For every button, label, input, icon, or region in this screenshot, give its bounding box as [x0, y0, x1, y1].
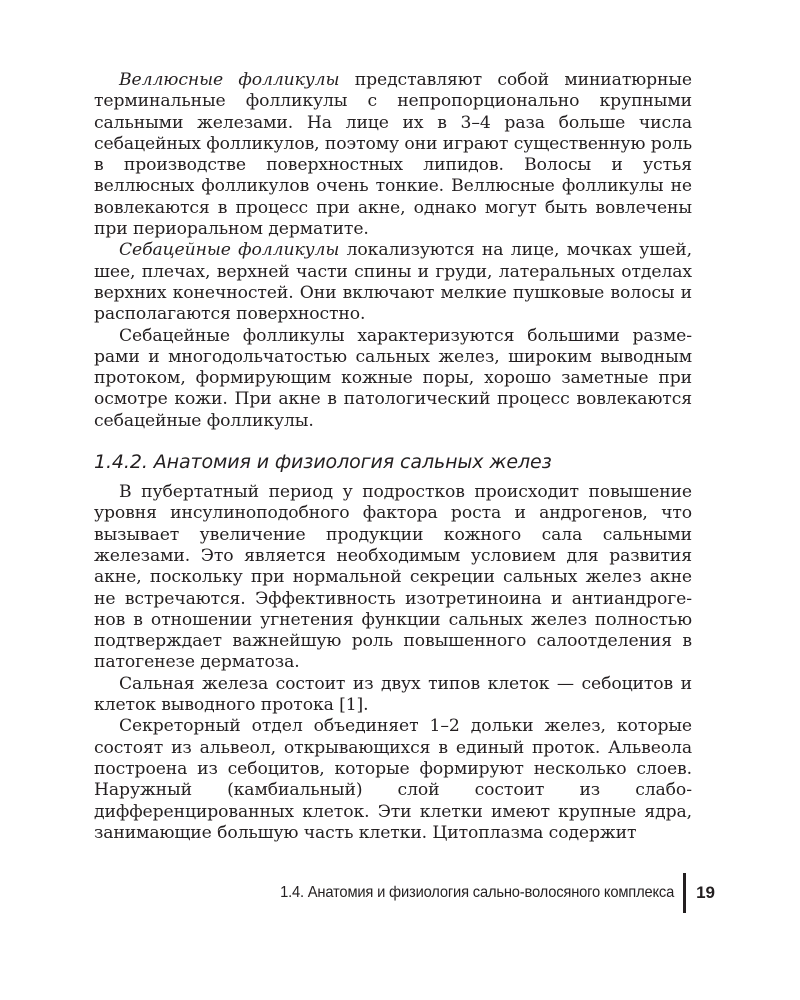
page-body [94, 70, 692, 844]
paragraph-text: представляют собой миниатюрные терминальные фолликулы с непропорционально крупными сальными железами. На лице их в 3–4 раза больше числа себацейных фолликулов, поэтому они играют существенную роль в производстве поверхностных липидов. Волосы и устья веллюсных фолликулов очень тонкие. Веллюсные фолликулы не вовлекаются в процесс при акне, однако могут быть вовлечены при периоральном дерматите. [94, 70, 692, 240]
paragraph-sebaceous-follicles [94, 240, 692, 325]
paragraph-text: локализуются на лице, мочках ушей, шее, плечах, верхней части спины и груди, латеральных отделах верхних конечностей. Они включают мелкие пушковые волосы и располагаются поверхностно. [94, 240, 692, 325]
term-sebaceous-follicles: Себацейные фолликулы [119, 240, 340, 261]
section-heading: 1.4.2. Анатомия и физиология сальных желез [94, 451, 552, 474]
paragraph-vellus-follicles [94, 70, 692, 240]
term-vellus-follicles: Веллюсные фолликулы [119, 70, 340, 90]
running-title: 1.4. Анатомия и физиология сально-волосяного комплекса [279, 884, 674, 901]
paragraph-puberty: В пубертатный период у подростков происходит повышение уровня инсулиноподобного фактора роста и андрогенов, что вызывает увеличение продукции кожного сала сальными железами. Это является необходимым условием для развития акне, поскольку при нормальной секреции сальных желез акне не встречаются. Эффективность изотретиноина и антиандрогенов в отношении угнетения функции сальных желез полностью подтверждает важнейшую роль повышенного салоотделения в патогенезе дерматоза. [94, 482, 692, 673]
page-footer [245, 873, 715, 913]
page-number: 19 [696, 883, 715, 902]
paragraph-sebaceous-characteristics: Себацейные фолликулы характеризуются большими размерами и многодольчатостью сальных желез, широким выводным протоком, формирующим кожные поры, хорошо заметные при осмотре кожи. При акне в патологический процесс вовлекаются себацейные фолликулы. [94, 325, 692, 431]
paragraph-cell-types: Сальная железа состоит из двух типов клеток — себоцитов и клеток выводного протока [1]. [94, 673, 692, 716]
paragraph-secretory-section: Секреторный отдел объединяет 1–2 дольки желез, которые состоят из альвеол, открывающихся в единый проток. Альвеола построена из себоцитов, которые формируют несколько слоев. Наружный (камбиальный) слой состоит из слабодифференцированных клеток. Эти клетки имеют крупные ядра, занимающие большую часть клетки. Цитоплазма содержит [94, 716, 692, 843]
